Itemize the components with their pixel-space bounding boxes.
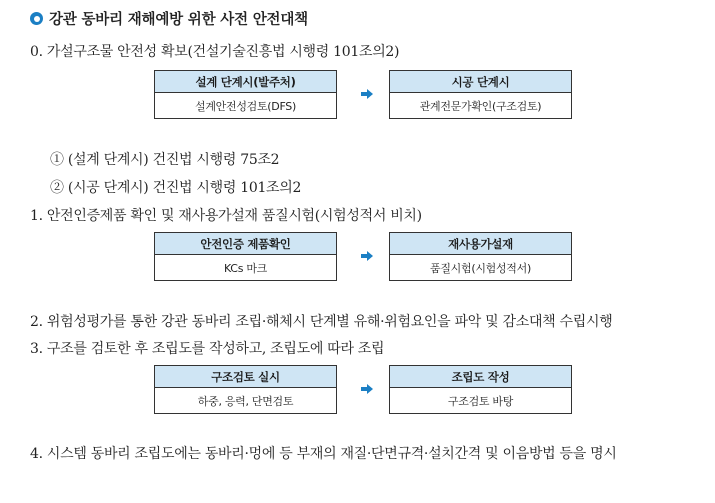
flow-3-right-header: 조립도 작성: [390, 366, 571, 388]
flow-0-right-box: [389, 70, 572, 119]
flow-3-left-header: 구조검토 실시: [155, 366, 336, 388]
flow-diagram-0: [154, 70, 572, 119]
item-0-text: 0. 가설구조물 안전성 확보(건설기술진흥법 시행령 101조의2): [30, 44, 400, 60]
flow-0-left-box: [154, 70, 337, 119]
flow-1-left-body: KCs 마크: [224, 261, 267, 275]
item-2-text: 2. 위험성평가를 통한 강관 동바리 조립·해체시 단계별 유해·위험요인을 파악 및 감소대책 수립시행: [30, 314, 613, 330]
flow-0-left-header: 설계 단계시(발주처): [155, 71, 336, 93]
circle-bullet-icon: [30, 12, 43, 25]
right-arrow-icon: [361, 384, 373, 394]
flow-3-left-box: [154, 365, 337, 414]
flow-3-right-box: [389, 365, 572, 414]
flow-1-left-header: 안전인증 제품확인: [155, 233, 336, 255]
item-0-subitem-1: ① (설계 단계시) 건진법 시행령 75조2: [50, 152, 280, 168]
flow-1-right-body: 품질시험(시험성적서): [430, 261, 531, 275]
flow-3-left-body: 하중, 응력, 단면검토: [197, 394, 294, 408]
section-title-text: 강관 동바리 재해예방 위한 사전 안전대책: [49, 12, 308, 28]
item-0-subitem-2: ② (시공 단계시) 건진법 시행령 101조의2: [50, 180, 302, 196]
section-title: [30, 8, 308, 29]
right-arrow-icon: [361, 251, 373, 261]
flow-3-right-body: 구조검토 바탕: [447, 394, 514, 408]
right-arrow-icon: [361, 89, 373, 99]
flow-0-right-header: 시공 단계시: [390, 71, 571, 93]
flow-diagram-3: [154, 365, 572, 414]
flow-0-right-body: 관계전문가확인(구조검토): [419, 99, 542, 113]
flow-diagram-1: [154, 232, 572, 281]
item-4-text: 4. 시스템 동바리 조립도에는 동바리·멍에 등 부재의 재질·단면규격·설치간격 및 이음방법 등을 명시: [30, 446, 617, 462]
item-3-text: 3. 구조를 검토한 후 조립도를 작성하고, 조립도에 따라 조립: [30, 341, 385, 357]
item-1-text: 1. 안전인증제품 확인 및 재사용가설재 품질시험(시험성적서 비치): [30, 208, 422, 224]
flow-1-right-header: 재사용가설재: [390, 233, 571, 255]
flow-1-left-box: [154, 232, 337, 281]
flow-1-right-box: [389, 232, 572, 281]
flow-0-left-body: 설계안전성검토(DFS): [195, 99, 296, 113]
